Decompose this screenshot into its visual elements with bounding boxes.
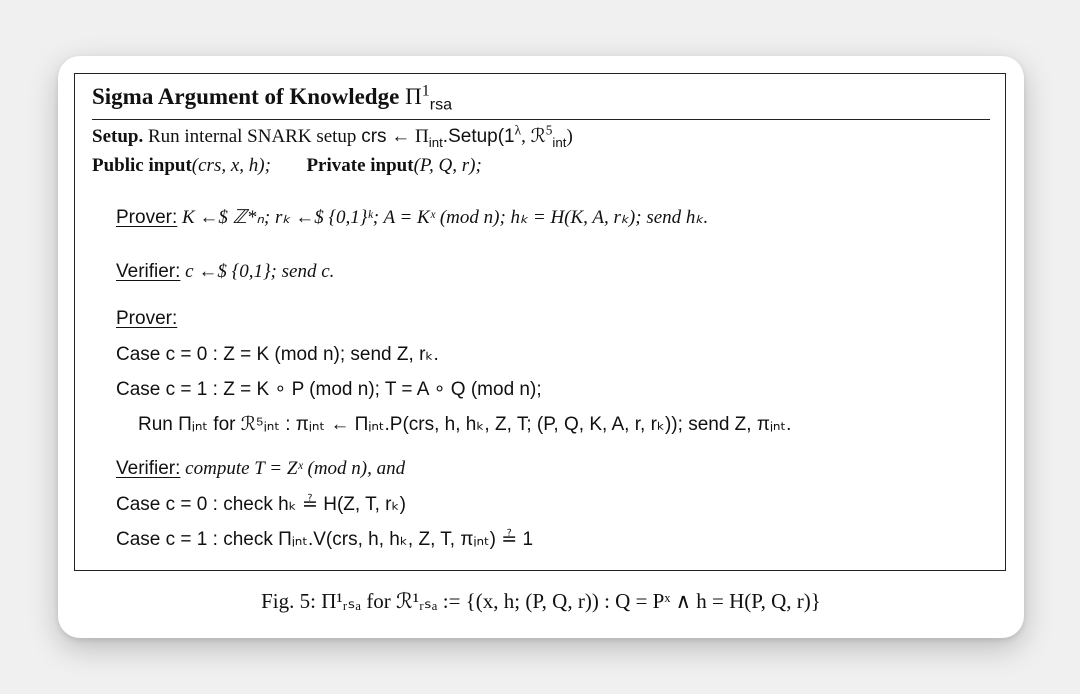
case-one-line: Case c = 1 : Z = K ∘ P (mod n); T = A ∘ Q (mod n); xyxy=(116,379,542,400)
run-subprotocol-line: Run Πᵢₙₜ for ℛ⁵ᵢₙₜ : πᵢₙₜ ← Πᵢₙₜ.P(crs, h, hₖ, Z, T; (P, Q, K, A, r, rₖ)); send Z, πᵢₙₜ. xyxy=(138,414,792,435)
check-one-line: Case c = 1 : check Πᵢₙₜ.V(crs, h, hₖ, Z, T, πᵢₙₜ) ≟ 1 xyxy=(116,529,534,550)
title-symbol: $\Pi^1_{rsa}$ xyxy=(405,82,453,114)
check-zero-line: Case c = 0 : check hₖ ≟ H(Z, T, rₖ) xyxy=(116,494,406,515)
protocol-title xyxy=(92,82,453,114)
verifier-compute-line: Verifier: compute T = Zˣ (mod n), and xyxy=(116,458,406,479)
title-text: Sigma Argument of Knowledge xyxy=(92,84,400,109)
title-divider xyxy=(92,119,990,120)
setup-line: Setup. Run internal SNARK setup crs ← $\Pi_{int}.Setup(1^\lambda$, ℛ$^5_{int}$) xyxy=(92,122,573,150)
figure-card xyxy=(58,56,1024,638)
case-zero-line: Case c = 0 : Z = K (mod n); send Z, rₖ. xyxy=(116,344,439,365)
figure-caption: Fig. 5: Π¹ᵣₛₐ for ℛ¹ᵣₛₐ := {(x, h; (P, Q, r)) : Q = Pˣ ∧ h = H(P, Q, r)} xyxy=(261,589,821,613)
protocol-box xyxy=(74,73,1006,571)
inputs-line: Public input(crs, x, h); Private input(P, Q, r); xyxy=(92,155,482,176)
prover-commit-line: Prover: K ←$ ℤ*ₙ; rₖ ←$ {0,1}ᵏ; A = Kˣ (mod n); hₖ = H(K, A, rₖ); send hₖ. xyxy=(116,207,709,228)
prover-response-label: Prover: xyxy=(116,308,178,329)
verifier-challenge-line: Verifier: c ←$ {0,1}; send c. xyxy=(116,261,335,282)
